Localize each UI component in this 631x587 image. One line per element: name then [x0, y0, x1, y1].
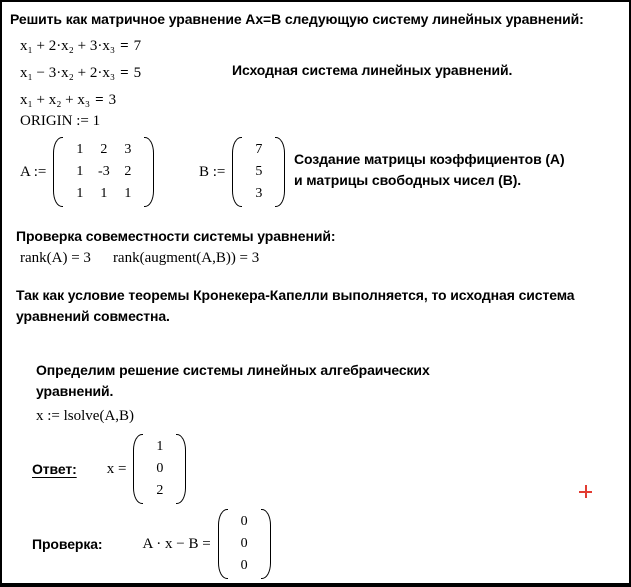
lsolve-assignment[interactable]: x := lsolve(A,B): [36, 408, 135, 424]
rank-A-result: rank(A) = 3: [20, 250, 91, 266]
note-kronecker-capelli[interactable]: Так как условие теоремы Кронекера-Капелли выполняется, то исходная система уравнений совместна.: [16, 287, 575, 324]
vector-cell: 5: [255, 164, 263, 179]
verification-row[interactable]: [32, 508, 271, 580]
bool-equals: =: [120, 65, 129, 81]
note-matrices-line1: Создание матрицы коэффициентов (A): [294, 151, 565, 167]
answer-row[interactable]: [32, 434, 186, 504]
worksheet-title[interactable]: Решить как матричное уравнение Ax=B следующую систему линейных уравнений:: [10, 11, 584, 27]
matrix-cell: 1: [76, 142, 84, 157]
vector-B: [232, 137, 285, 207]
matrix-A-definition[interactable]: [20, 136, 154, 208]
bool-equals: =: [120, 38, 129, 54]
equation-1[interactable]: [20, 38, 141, 55]
vector-cell: 3: [255, 186, 263, 201]
right-paren-icon: [261, 509, 271, 579]
vector-cell: 0: [240, 514, 248, 529]
right-paren-icon: [275, 137, 285, 207]
equation-3-lhs: x₁ + x₂ + x₃: [20, 92, 91, 108]
vector-cell: 0: [240, 536, 248, 551]
verify-label: Проверка:: [32, 535, 103, 552]
matrix-cell: 1: [100, 186, 108, 201]
matrix-cell: 3: [124, 142, 132, 157]
equation-2[interactable]: [20, 65, 141, 82]
vector-cell: 0: [240, 558, 248, 573]
vector-cell: 7: [255, 142, 263, 157]
verification-vector: [218, 509, 271, 579]
equation-2-rhs: 5: [133, 65, 142, 81]
heading-consistency-check[interactable]: Проверка совеместности системы уравнений:: [16, 228, 336, 244]
left-paren-icon: [232, 137, 242, 207]
vector-cell: 0: [156, 461, 164, 476]
left-paren-icon: [218, 509, 228, 579]
note-matrices[interactable]: [294, 149, 565, 191]
left-paren-icon: [133, 434, 143, 504]
equation-3-rhs: 3: [108, 92, 117, 108]
answer-label: Ответ:: [32, 460, 77, 477]
equation-2-lhs: x₁ − 3·x₂ + 2·x₃: [20, 65, 116, 81]
origin-statement[interactable]: ORIGIN := 1: [20, 113, 101, 129]
heading-solve[interactable]: Определим решение системы линейных алгебраических уравнений.: [36, 362, 430, 399]
vector-B-definition[interactable]: [199, 136, 285, 208]
matrix-cell: 2: [100, 142, 108, 157]
solution-cells: [143, 434, 176, 504]
matrix-A: [53, 137, 154, 207]
note-source-system[interactable]: Исходная система линейных уравнений.: [232, 62, 513, 78]
crosshair-cursor-icon: [579, 485, 592, 498]
matrix-cell: 1: [76, 164, 84, 179]
matrix-cell: -3: [98, 164, 110, 179]
vector-B-label: B :=: [199, 163, 226, 180]
verification-expression: A · x − B =: [142, 535, 211, 552]
matrix-A-label: A :=: [20, 163, 47, 180]
vector-cell: 2: [156, 483, 164, 498]
equation-1-lhs: x₁ + 2·x₂ + 3·x₃: [20, 38, 116, 54]
bool-equals: =: [95, 92, 104, 108]
verification-cells: [228, 509, 261, 579]
matrix-A-cells: [63, 137, 144, 207]
note-matrices-line2: и матрицы свободных чисел (B).: [294, 172, 522, 188]
vector-B-cells: [242, 137, 275, 207]
right-paren-icon: [144, 137, 154, 207]
solution-label: x =: [106, 460, 127, 477]
equation-3[interactable]: [20, 92, 116, 109]
left-paren-icon: [53, 137, 63, 207]
matrix-cell: 1: [76, 186, 84, 201]
matrix-cell: 1: [124, 186, 132, 201]
rank-results[interactable]: [20, 250, 259, 267]
rank-augment-result: rank(augment(A,B)) = 3: [112, 250, 260, 266]
matrix-cell: 2: [124, 164, 132, 179]
vector-cell: 1: [156, 439, 164, 454]
solution-vector: [133, 434, 186, 504]
right-paren-icon: [176, 434, 186, 504]
equation-1-rhs: 7: [133, 38, 142, 54]
